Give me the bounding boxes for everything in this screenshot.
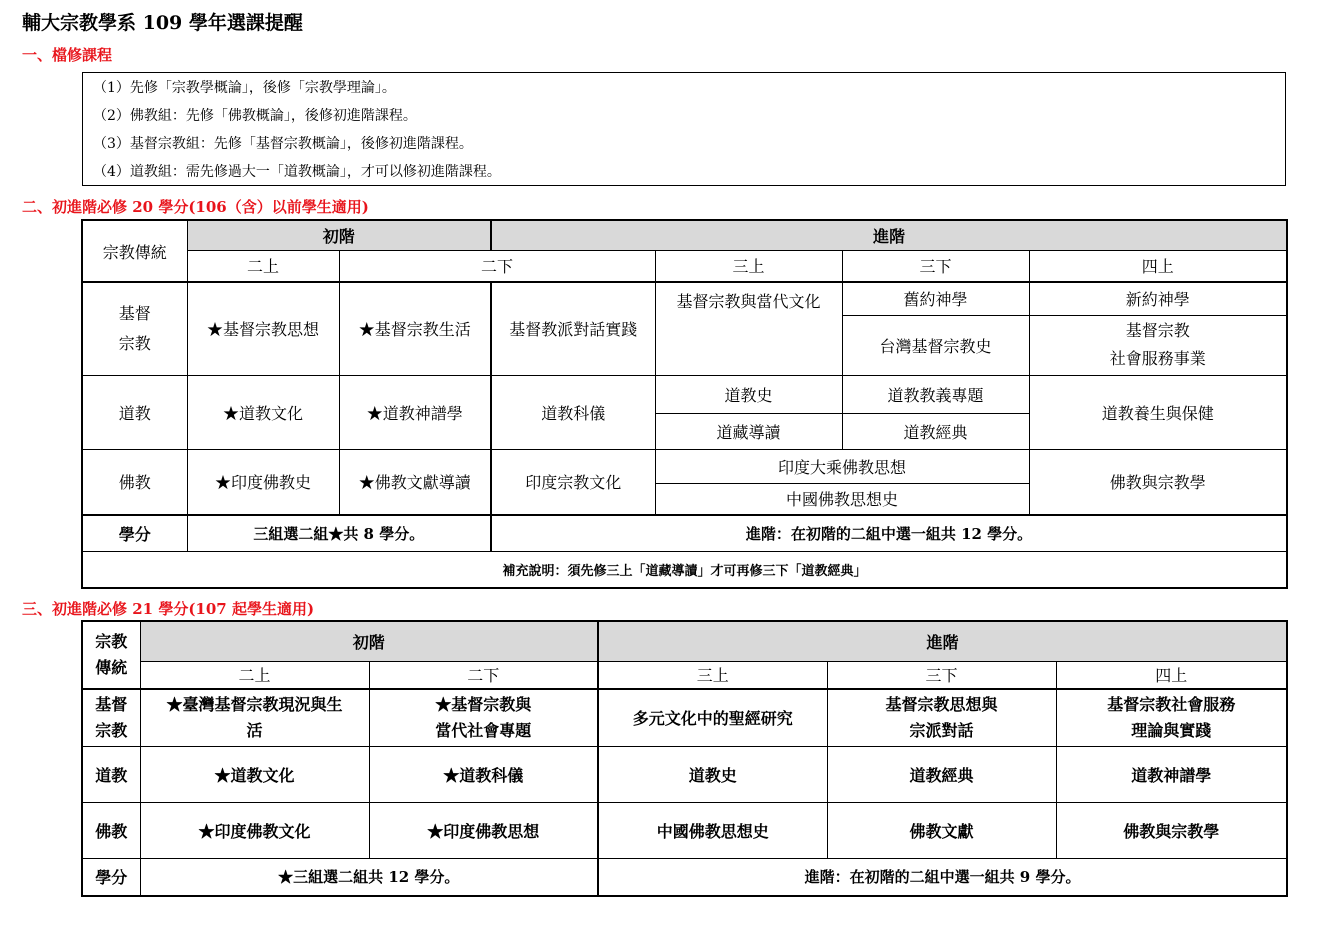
basic-level-header: 初階: [140, 621, 598, 661]
credit-advanced: 進階：在初階的二組中選一組共 9 學分。: [598, 858, 1287, 896]
course-cell: 中國佛教思想史: [598, 802, 827, 858]
course-cell: ★印度佛教文化: [140, 802, 369, 858]
course-cell: 道教經典: [842, 413, 1029, 449]
year-header: 三下: [827, 661, 1056, 689]
row-label-buddhism: 佛教: [82, 449, 187, 515]
course-cell: 佛教文獻: [827, 802, 1056, 858]
section-2-heading: 二、初進階必修 20 學分(106（含）以前學生適用): [22, 198, 369, 216]
course-cell: 舊約神學: [842, 282, 1029, 315]
course-cell: 道教史: [598, 746, 827, 802]
course-cell: 印度大乘佛教思想: [655, 449, 1029, 483]
advanced-level-header: 進階: [491, 220, 1287, 250]
row-label-buddhism: 佛教: [82, 802, 140, 858]
basic-level-header: 初階: [187, 220, 491, 250]
year-header: 三上: [598, 661, 827, 689]
corner-header: 宗教傳統: [82, 220, 187, 282]
course-cell: 道教教義專題: [842, 375, 1029, 413]
course-cell: ★道教科儀: [369, 746, 598, 802]
corner-header: 宗教 傳統: [82, 621, 140, 689]
course-cell: ★佛教文獻導讀: [339, 449, 491, 515]
credit-advanced: 進階：在初階的二組中選一組共 12 學分。: [491, 515, 1287, 551]
note-item: （4）道教組：需先修過大一「道教概論」，才可以修初進階課程。: [83, 157, 1286, 186]
row-label-taoism: 道教: [82, 375, 187, 449]
course-cell: 道藏導讀: [655, 413, 842, 449]
course-cell: ★基督宗教生活: [339, 282, 491, 375]
year-header: 四上: [1029, 250, 1287, 282]
row-label-christianity: 基督 宗教: [82, 282, 187, 375]
course-cell: 道教經典: [827, 746, 1056, 802]
note-item: （2）佛教組：先修「佛教概論」，後修初進階課程。: [83, 101, 1286, 129]
course-cell: ★印度佛教史: [187, 449, 339, 515]
course-cell: 佛教與宗教學: [1056, 802, 1287, 858]
course-cell: ★道教文化: [187, 375, 339, 449]
year-header: 四上: [1056, 661, 1287, 689]
year-header: 三上: [655, 250, 842, 282]
year-header: 二上: [187, 250, 339, 282]
advanced-level-header: 進階: [598, 621, 1287, 661]
course-cell: 基督宗教 社會服務事業: [1029, 315, 1287, 375]
course-cell: ★道教文化: [140, 746, 369, 802]
row-label-christianity: 基督 宗教: [82, 689, 140, 746]
course-cell: 台灣基督宗教史: [842, 315, 1029, 375]
course-cell: 多元文化中的聖經研究: [598, 689, 827, 746]
section-3-heading: 三、初進階必修 21 學分(107 起學生適用): [22, 600, 315, 618]
section-1-heading: 一、檔修課程: [22, 46, 113, 64]
course-cell: 道教神譜學: [1056, 746, 1287, 802]
course-cell: 道教史: [655, 375, 842, 413]
course-cell: ★印度佛教思想: [369, 802, 598, 858]
note-item: （1）先修「宗教學概論」，後修「宗教學理論」。: [83, 73, 1286, 102]
course-cell: 新約神學: [1029, 282, 1287, 315]
course-cell: 基督宗教思想與 宗派對話: [827, 689, 1056, 746]
footnote: 補充說明：須先修三上「道藏導讀」才可再修三下「道教經典」: [82, 551, 1287, 588]
year-header: 二下: [339, 250, 655, 282]
credit-basic: ★三組選二組共 12 學分。: [140, 858, 598, 896]
course-cell: 佛教與宗教學: [1029, 449, 1287, 515]
course-cell: 基督教派對話實踐: [491, 282, 655, 375]
course-cell: ★臺灣基督宗教現況與生 活: [140, 689, 369, 746]
course-cell: ★基督宗教與 當代社會專題: [369, 689, 598, 746]
course-cell: 基督宗教社會服務 理論與實踐: [1056, 689, 1287, 746]
row-label-credits: 學分: [82, 858, 140, 896]
page-title: 輔大宗教學系 109 學年選課提醒: [22, 12, 303, 34]
prerequisite-notes: [82, 72, 1286, 186]
course-cell: 道教養生與保健: [1029, 375, 1287, 449]
course-cell: 基督宗教與當代文化: [655, 282, 842, 375]
row-label-taoism: 道教: [82, 746, 140, 802]
course-cell: 中國佛教思想史: [655, 483, 1029, 515]
year-header: 二上: [140, 661, 369, 689]
row-label-credits: 學分: [82, 515, 187, 551]
course-cell: 印度宗教文化: [491, 449, 655, 515]
course-cell: ★道教神譜學: [339, 375, 491, 449]
curriculum-table-106: [81, 219, 1288, 589]
curriculum-table-107: [81, 620, 1288, 897]
year-header: 三下: [842, 250, 1029, 282]
course-cell: 道教科儀: [491, 375, 655, 449]
course-cell: ★基督宗教思想: [187, 282, 339, 375]
year-header: 二下: [369, 661, 598, 689]
note-item: （3）基督宗教組：先修「基督宗教概論」，後修初進階課程。: [83, 129, 1286, 157]
credit-basic: 三組選二組★共 8 學分。: [187, 515, 491, 551]
